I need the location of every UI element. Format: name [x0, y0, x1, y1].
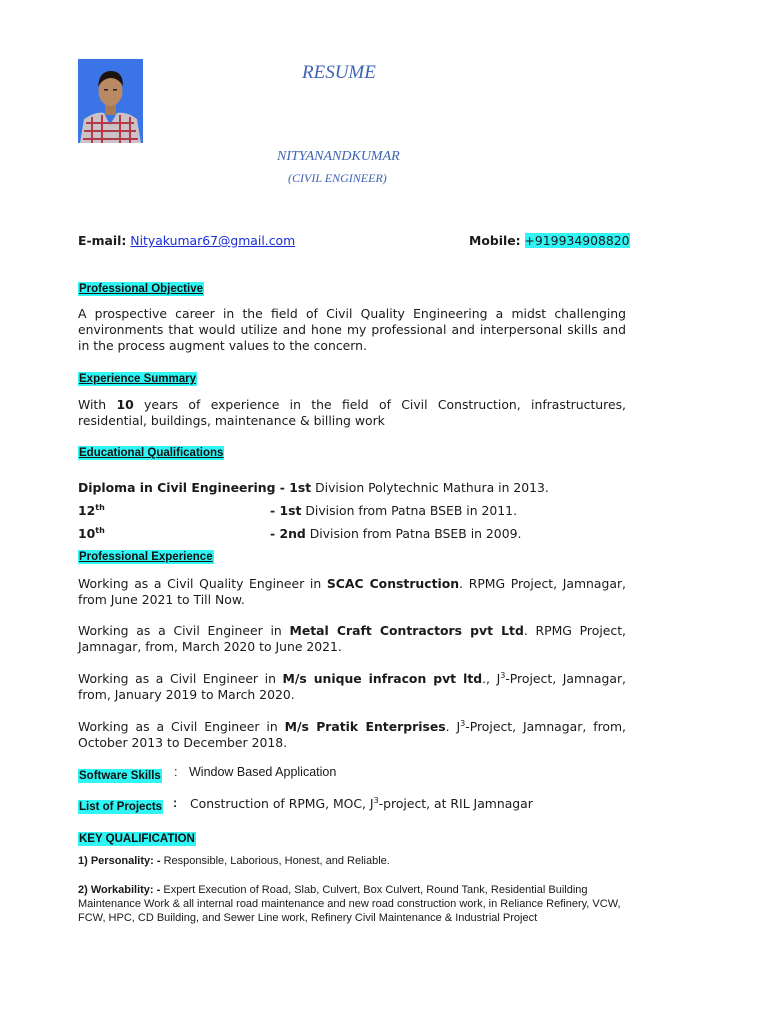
email-label: E-mail:	[78, 233, 127, 248]
superscript: 3	[373, 796, 379, 805]
education-label: Diploma in Civil Engineering -	[78, 480, 290, 495]
projects-sep: :	[173, 796, 178, 810]
experience-summary-heading: Experience Summary	[79, 373, 196, 385]
education-label: 10	[78, 526, 96, 541]
projects-value-a: Construction of RPMG, MOC, J	[190, 796, 374, 811]
company-name: M/s Pratik Enterprises	[284, 719, 446, 734]
summary-years: 10	[116, 397, 134, 412]
education-detail: Division Polytechnic Mathura in 2013.	[311, 480, 549, 495]
superscript: 3	[500, 671, 506, 680]
education-heading: Educational Qualifications	[79, 447, 224, 459]
experience-post: . J	[445, 719, 461, 734]
experience-item	[78, 576, 626, 608]
experience-pre: Working as a Civil Engineer in	[78, 719, 285, 734]
experience-pre: Working as a Civil Quality Engineer in	[78, 576, 327, 591]
experience-item	[78, 668, 626, 703]
candidate-role: (CIVIL ENGINEER)	[288, 171, 387, 185]
projects-heading: List of Projects	[79, 801, 163, 813]
mobile-row	[469, 233, 630, 248]
experience-item	[78, 716, 626, 751]
education-division: 1st	[289, 480, 312, 495]
projects-value	[190, 796, 533, 811]
key-qualification-heading: KEY QUALIFICATION	[79, 833, 195, 845]
workability-text: Expert Execution of Road, Slab, Culvert, Box Culvert, Round Tank, Residential Building Maintenance Work & all internal road maintenance and new road construction work, in Reliance Refinery, VCW, FCW, HPC, CD Building, and Sewer Line work, Refinery Civil Maintenance & Industrial Project	[78, 884, 621, 924]
education-division: - 1st	[270, 503, 302, 518]
education-row	[78, 526, 105, 541]
education-row-detail	[270, 526, 521, 541]
education-label-sup: th	[95, 503, 105, 512]
profile-photo	[78, 59, 143, 143]
software-skills-heading: Software Skills	[79, 770, 161, 782]
experience-post: -Project, Jamnagar, from, October 2013 to December 2018.	[78, 719, 626, 750]
company-name: Metal Craft Contractors pvt Ltd	[289, 623, 524, 638]
education-label: 12	[78, 503, 96, 518]
email-row	[78, 233, 295, 248]
summary-suffix: years of experience in the field of Civil Construction, infrastructures, residential, buildings, maintenance & billing work	[78, 397, 626, 428]
email-link[interactable]: Nityakumar67@gmail.com	[130, 233, 296, 248]
superscript: 3	[460, 719, 466, 728]
education-division: - 2nd	[270, 526, 306, 541]
experience-post: . RPMG Project, Jamnagar, from, March 2020 to June 2021.	[78, 623, 626, 654]
personality-label: 1) Personality: -	[78, 855, 161, 867]
candidate-name: NITYANANDKUMAR	[277, 149, 400, 164]
person-portrait-icon	[78, 59, 143, 143]
education-row-detail	[270, 503, 517, 518]
personality-text: Responsible, Laborious, Honest, and Reliable.	[160, 855, 390, 867]
experience-pre: Working as a Civil Engineer in	[78, 623, 290, 638]
projects-value-b: -project, at RIL Jamnagar	[378, 796, 533, 811]
workability-line	[78, 883, 626, 925]
experience-summary-text	[78, 397, 626, 429]
workability-label: 2) Workability: -	[78, 884, 161, 896]
software-skills-sep: :	[174, 765, 178, 779]
education-detail: Division from Patna BSEB in 2011.	[301, 503, 518, 518]
objective-heading: Professional Objective	[79, 283, 203, 295]
company-name: M/s unique infracon pvt ltd	[282, 671, 483, 686]
mobile-label: Mobile:	[469, 233, 521, 248]
experience-pre: Working as a Civil Engineer in	[78, 671, 283, 686]
education-row	[78, 503, 105, 518]
experience-item	[78, 623, 626, 655]
personality-line	[78, 855, 390, 867]
experience-post: -Project, Jamnagar, from, January 2019 to March 2020.	[78, 671, 626, 702]
experience-post: ., J	[482, 671, 501, 686]
objective-text: A prospective career in the field of Civil Quality Engineering a midst challenging environments that would utilize and hone my professional and interpersonal skills and in the process augment values to the concern.	[78, 306, 626, 353]
software-skills-value: Window Based Application	[189, 765, 337, 779]
company-name: SCAC Construction	[326, 576, 460, 591]
education-detail: Division from Patna BSEB in 2009.	[305, 526, 522, 541]
education-label-sup: th	[95, 526, 105, 535]
education-row	[78, 480, 549, 495]
summary-prefix: With	[78, 397, 117, 412]
mobile-number: +919934908820	[524, 233, 630, 248]
document-title: RESUME	[302, 62, 376, 83]
professional-experience-heading: Professional Experience	[79, 551, 213, 563]
experience-post: . RPMG Project, Jamnagar, from June 2021 to Till Now.	[78, 576, 626, 607]
